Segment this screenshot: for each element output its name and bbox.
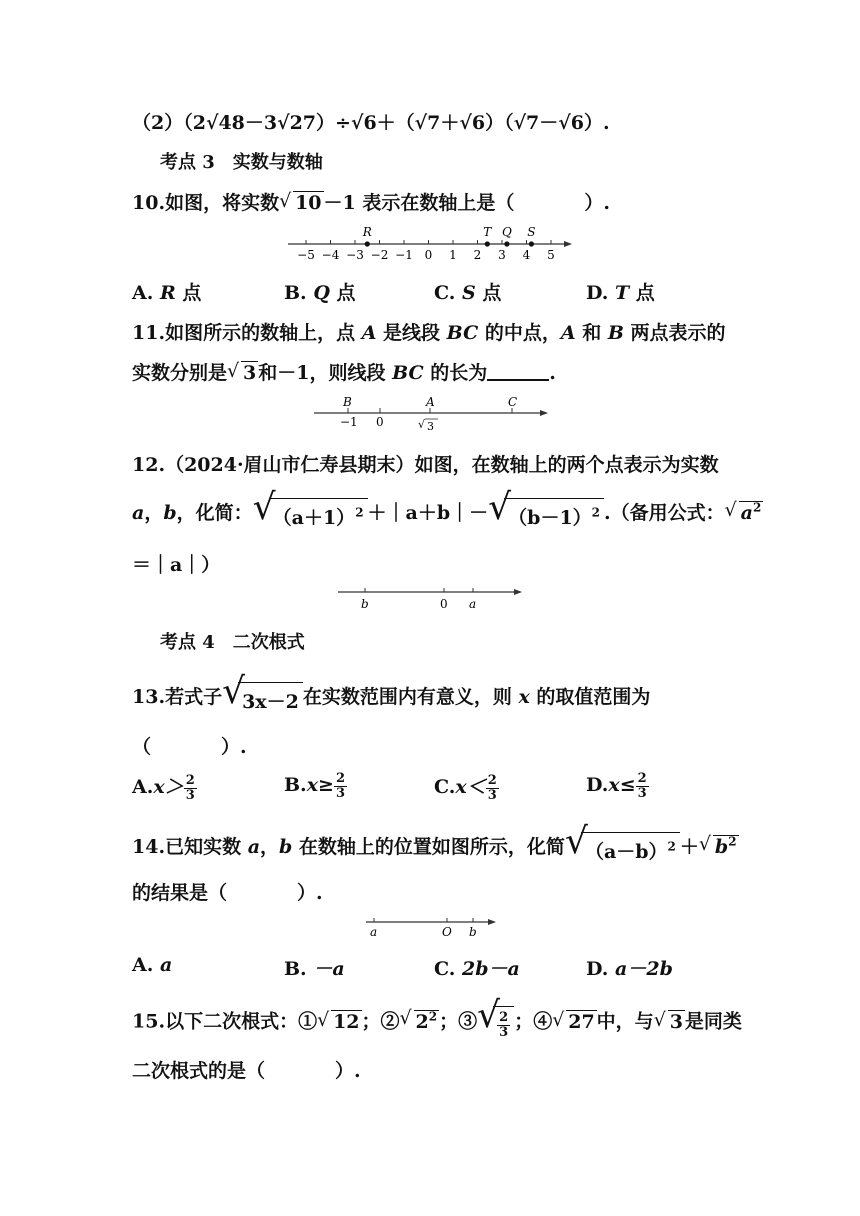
number-line-q11 [312,394,552,436]
sqrt-3: √ 3 [653,1008,683,1033]
label-b: B [343,395,352,409]
sqrt-12: √ 12 [317,1008,360,1033]
axis-point-label: Q [501,225,512,239]
label-sqrt-sign: √ [418,418,426,431]
label-zero: 0 [376,415,384,429]
section-heading-4: 考点 4 二次根式 [160,632,305,653]
q14-option-b[interactable]: B. －a [284,958,345,980]
axis-point-t [485,241,490,246]
q9-part2 [132,108,610,135]
label-a: A [426,395,435,409]
axis-tick-label: 4 [522,248,531,262]
radicand: 10 [295,192,322,214]
q14-option-d[interactable]: D. a－2b [586,958,673,980]
label-b: b [361,597,369,611]
question-12-line2: a，b，化简： √ $(a+1)^2$ ＋｜a＋b｜－ √ $(b-1)^2$ .（备用公式： √ $a^2$ [132,487,762,529]
question-14-line2: 的结果是（ ）. [132,882,323,904]
part-label: （2） [132,112,184,134]
label-sqrt3: 3 [427,420,434,433]
question-15-line2: 二次根式的是（ ）. [132,1060,361,1082]
axis-point-label: S [527,225,536,239]
axis-tick-label: −3 [346,248,364,262]
question-text: 如图，将实数 [165,192,280,214]
label-a: a [469,597,477,611]
question-number: 10. [132,192,166,214]
question-close: ）. [584,192,610,214]
axis-tick-label: −5 [297,248,315,262]
question-11-line1: 11.如图所示的数轴上，点 A 是线段 BC 的中点，A 和 B 两点表示的 [132,322,726,344]
question-12-line3: ＝｜a｜） [132,554,221,576]
question-14-line1: 14.已知实数 a，b 在数轴上的位置如图所示，化简 √ $(a-b)^2$ ＋ √ $b^2$ [132,821,737,863]
label-minus1: −1 [340,415,358,429]
q13-option-b[interactable]: B.x≥ $\frac{2}{3}$ [284,771,345,801]
sqrt-a2: √ $a^2$ [724,498,762,524]
axis-point-label: R [362,225,372,239]
q13-option-a[interactable]: A.x＞ $\frac{2}{3}$ [132,772,195,803]
axis-point-q [504,241,509,246]
q14-option-c[interactable]: C. 2b－a [434,958,520,980]
question-13-line2: （ ）. [132,736,247,758]
axis-tick-label: −1 [395,248,413,262]
sqrt-b2: √ $b^2$ [698,832,737,858]
big-sqrt-ab: √ $(a-b)^2$ [565,832,680,864]
question-15-line1: 15.以下二次根式：① √ 12 ；② √ $2^2$ ；③ √ $\frac{2}{3}$ ；④ √ 27 中，与 √ 3 是同类 [132,995,742,1040]
sqrt-27: √ 27 [552,1008,595,1033]
axis-point-label: T [483,225,492,239]
question-text-after: －1 表示在数轴上是（ [323,192,515,214]
question-13-line1: 13.若式子 √ 3x－2 在实数范围内有意义，则 x 的取值范围为 [132,671,651,713]
big-sqrt-3x: √ 3x－2 [222,682,303,714]
label-b: b [469,925,477,939]
sqrt-2sq: √ $2^2$ [399,1007,438,1033]
number-line-q10 [280,220,580,270]
q10-option-c[interactable]: C. S 点 [434,282,502,304]
sqrt-10: √ 10 [279,190,322,214]
q10-option-b[interactable]: B. Q 点 [284,282,356,304]
answer-blank[interactable] [487,361,549,381]
q13-option-c[interactable]: C.x＜ $\frac{2}{3}$ [434,772,497,803]
axis-tick-label: −4 [321,248,340,262]
sqrt-3: √ 3 [227,360,257,384]
axis-tick-label: 3 [498,248,506,262]
big-sqrt-1: √ $(a+1)^2$ [253,498,368,530]
question-10 [132,188,610,215]
axis-tick-label: 0 [424,248,433,262]
q13-option-d[interactable]: D.x≤ $\frac{2}{3}$ [586,771,647,801]
question-source: （2024·眉山市仁寿县期末） [165,454,415,476]
axis-tick-label: −2 [370,248,389,262]
q14-option-a[interactable]: A. a [132,954,173,976]
label-a: a [370,925,378,939]
big-sqrt-2: √ $(b-1)^2$ [488,498,604,530]
axis-point-s [529,241,534,246]
question-12-line1: 12.（2024·眉山市仁寿县期末）如图，在数轴上的两个点表示为实数 [132,454,719,476]
part-expression: （2√48－3√27）÷√6＋（√7＋√6）（√7－√6）. [183,112,610,134]
axis-tick-label: 2 [473,248,482,262]
axis-tick-label: 5 [547,248,555,262]
q10-option-d[interactable]: D. T 点 [586,282,655,304]
axis-arrow [564,241,572,247]
sqrt-frac: √ $\frac{2}{3}$ [477,1006,514,1039]
number-line-q12 [336,584,526,614]
q10-option-a[interactable]: A. R 点 [132,282,202,304]
label-o: O [442,925,452,939]
label-zero: 0 [440,597,448,611]
label-c: C [508,395,518,409]
question-11-line2: 实数分别是 √ 3 和－1，则线段 BC 的长为 . [132,360,556,384]
number-line-q14 [364,914,500,942]
axis-point-r [365,241,370,246]
section-heading-3: 考点 3 实数与数轴 [160,152,323,173]
axis-tick-label: 1 [449,248,457,262]
